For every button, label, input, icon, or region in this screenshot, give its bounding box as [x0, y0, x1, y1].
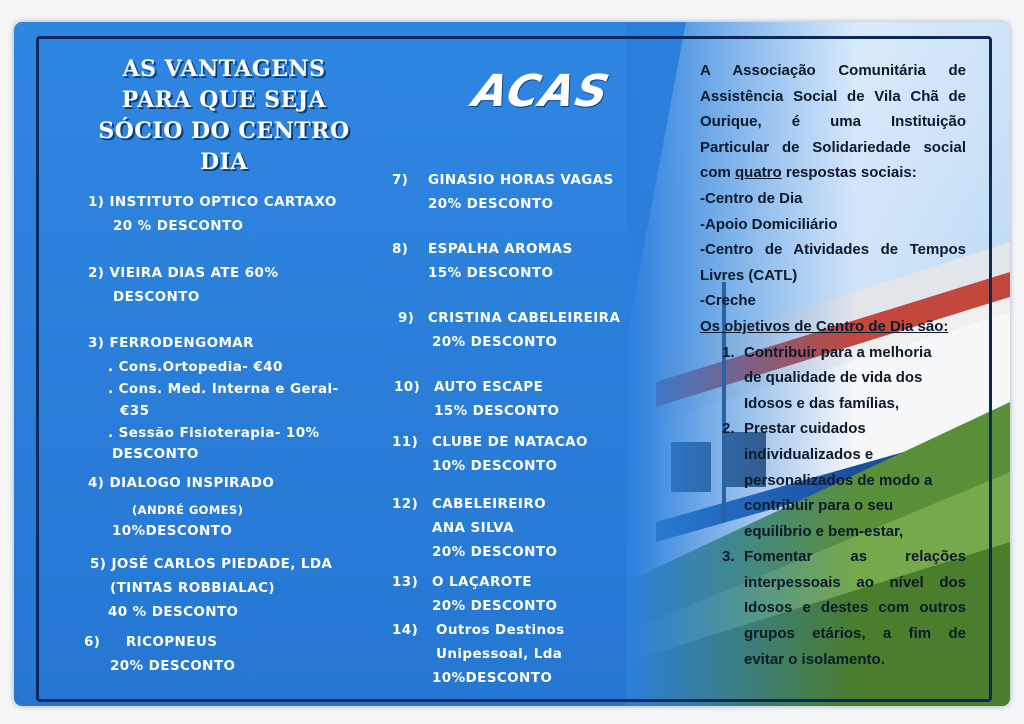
resposta-item: -Centro de Atividades de Tempos — [700, 241, 966, 259]
resposta-item: -Centro de Dia — [700, 189, 803, 207]
intro-line: Ourique, é uma Instituição — [700, 113, 966, 131]
intro-line: Assistência Social de Vila Chã de — [700, 87, 966, 105]
objetivo-item: 1. Contribuir para a melhoria de qualidade de vida dos Idosos e das famílias, — [722, 343, 932, 412]
resposta-item: Livres (CATL) — [700, 266, 798, 284]
title-line: AS VANTAGENS — [122, 56, 326, 82]
list-item: 2) VIEIRA DIAS ATE 60% DESCONTO — [88, 265, 279, 305]
list-item: 14) Outros Destinos Unipessoal, Lda 10%DESCONTO — [392, 622, 565, 686]
acas-logo: ACAS — [468, 66, 615, 117]
intro-line: A Associação Comunitária de — [700, 62, 966, 79]
association-description — [700, 58, 966, 672]
benefits-list-middle — [14, 22, 626, 706]
list-item: 12) CABELEIREIRO ANA SILVA 20% DESCONTO — [392, 496, 558, 560]
list-item: 6) RICOPNEUS 20% DESCONTO — [84, 634, 236, 674]
respostas-line: com quatro respostas sociais: — [700, 164, 917, 182]
list-item: 11) CLUBE DE NATACAO 10% DESCONTO — [392, 434, 588, 474]
list-item: 7) GINASIO HORAS VAGAS 20% DESCONTO — [392, 172, 614, 212]
objetivos-title: Os objetivos de Centro de Dia são: — [700, 317, 949, 335]
title-line: PARA QUE SEJA — [121, 87, 327, 113]
list-item: 9) CRISTINA CABELEIREIRA 20% DESCONTO — [398, 310, 621, 350]
list-item: 10) AUTO ESCAPE 15% DESCONTO — [394, 379, 560, 419]
list-item: 8) ESPALHA AROMAS 15% DESCONTO — [392, 241, 573, 281]
list-item: 4) DIALOGO INSPIRADO (ANDRÉ GOMES) 10%DESCONTO — [88, 475, 275, 539]
list-item: 13) O LAÇAROTE 20% DESCONTO — [392, 574, 558, 614]
resposta-item: -Apoio Domiciliário — [700, 215, 838, 233]
objetivo-item: 2. Prestar cuidados individualizados e personalizados de modo a contribuir para o seu equilíbrio e bem-estar, — [722, 420, 933, 540]
list-item: 3) FERRODENGOMAR . Cons.Ortopedia- €40 . Cons. Med. Interna e Geral- €35 . Sessão Fisioterapia- 10% DESCONTO — [88, 335, 339, 462]
list-item: 1) INSTITUTO OPTICO CARTAXO 20 % DESCONTO — [88, 194, 337, 234]
list-item: 5) JOSÉ CARLOS PIEDADE, LDA (TINTAS ROBBIALAC) 40 % DESCONTO — [90, 556, 333, 620]
objetivo-item: 3. Fomentar as relações interpessoais ao nível dos Idosos e destes com outros grupos etários, a fim de evitar o isolamento. — [722, 548, 966, 668]
title-line: DIA — [200, 149, 248, 175]
intro-line: Particular de Solidariedade social — [700, 138, 966, 156]
resposta-item: -Creche — [700, 292, 756, 310]
title-line: SÓCIO DO CENTRO — [98, 118, 350, 144]
